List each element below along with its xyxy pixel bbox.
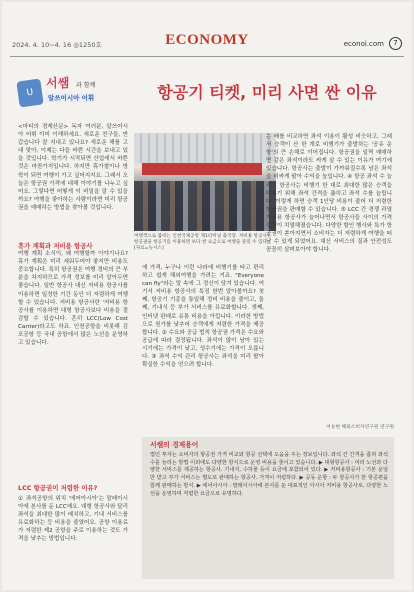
glossary-body: 법인 투자는 소비자의 항공권 가격 비교와 항공 선택에 도움을 주는 정보입니다. 좌석 간 간격을 좁혀 좌석 수를 늘리는 방법 이외에도 다양한 방식으로 운영 비용을 줄이고 있습니다. ▶ 대형항공사 : 여러 노선과 다양한 서비스를 제공하는 항공사. 기내식, 수하물 등이 요금에 포함되어 있다. ▶ 저비용항공사 : 기본 운임만 받고 부가 서비스는 별도로 판매하는 항공사. 가격이 저렴하다. ▶ 공동 운항 : 두 항공사가 한 항공편을 함께 판매하는 방식. ▶ 에어아시아 : 말레이시아에 본사를 둔 대표적인 아시아 저비용 항공사로, 다양한 노선을 운영하며 저렴한 요금으로 유명하다. xyxy=(150,452,388,497)
column-two-body: 에 가격, 누구나 이런 나라에 비행기를 타고 편리하고 쉽게 해외여행을 가려는 거죠. "Everyone can fly"라는 말 속에 그 정신이 담겨 있습니다. 여기서 저비용 항공사의 특징 한번 알아볼까요? 첫째, 항공기 기종을 통일해 정비 비용을 줄이고, 둘째, 기내식 등 부가 서비스를 유료화합니다. 셋째, 인터넷 판매로 유통 비용을 아낍니다. 이러한 방법으로 원가를 낮추어 승객에게 저렴한 가격을 제공합니다. ② 수요와 공급 법칙 항공권 가격은 수요와 공급에 따라 결정됩니다. 좌석이 많이 남아 있는 시기에는 가격이 낮고, 성수기에는 가격이 오릅니다. ③ 좌석 수익 관리 항공사는 좌석을 미리 팔아 확실한 수익을 얻으려 합니다. xyxy=(142,265,264,369)
article-headline: 항공기 티켓, 미리 사면 싼 이유 xyxy=(157,83,377,102)
page-header xyxy=(2,32,412,54)
glossary-title: 서쌤의 경제용어 xyxy=(150,441,199,449)
page-number: 7 xyxy=(389,37,402,50)
logo-mark-icon: U xyxy=(16,78,43,107)
newspaper-page xyxy=(2,2,412,590)
intro-paragraph: <마티의 경제산문> 독자 여러분, 알쓰어시아 어휘 이미 이해하세요. 새로운 친구들, 반갑습니다 잘 지내고 있나요? 새로운 해를 고대 맞아, 이제는 다들 바쁜 시간을 보내고 있을 것입니다. 학기가 시작되면 산업에서 바쁜 것은 마찬가지입니다. 하지만 휴가철이나 방학이 되면 여행이 가고 싶어지지요. 그래서 오늘은 항공권 가격에 대해 이야기를 나누고 싶어요. 그렇다면 어떻게 이 비밀을 알 수 있을까요? 여행을 좋아하는 사람이라면 미리 항공권을 예매하는 방법을 찾아볼 것입니다. xyxy=(18,124,128,211)
glossary-box xyxy=(142,437,394,579)
photo-counter xyxy=(142,163,262,175)
author-byline: 이승현 해외소비자연구원 연구원 xyxy=(326,425,394,430)
section-subheading: 휴가 계획과 저비용 항공사 xyxy=(18,242,93,250)
logo-name: 서쌤 xyxy=(46,76,70,90)
section-title: ECONOMY xyxy=(165,32,249,48)
issue-date: 2024. 4. 10~4. 16 ◎1250호 xyxy=(12,41,102,49)
photo-crowd xyxy=(134,181,276,231)
photo-caption: 여행객으로 붐비는 인천국제공항 제1터미널 출국장. 저비용 항공사는 항공권을 항공기를 이용하면 보다 싼 요금으로 여행을 즐길 수 있다. [자료=뉴시스] xyxy=(134,234,272,251)
lcc-subheading: LCC 항공권이 저렴한 이유? xyxy=(18,484,98,492)
column-three-body: 는 배를 비교하면 좌석 이용이 활성 비슷하고, 그래서 승객이 산 한 개로 비행기가 출발하는 '공유 운항'의 큰 손해로 이어집니다. 항공권을 일찍 예매하면 같은 좌석이라도 싸게 살 수 있는 이유가 여기에 있습니다. 항공사는 출발이 가까워질수록 남은 좌석을 비싸게 팔아 수익을 높입니다. ④ 항공 좌석 수 늘리기 항공사는 비행기 한 대로 최대한 많은 승객을 태우기 위해 좌석 간격을 좁히고 좌석 수를 늘립니다. 이렇게 하면 승객 1인당 비용이 줄어 더 저렴한 항공권을 판매할 수 있습니다. ⑤ LCC 간 경쟁 과열 저비용 항공사가 늘어나면서 항공사들 사이의 가격 경쟁이 치열해졌습니다. 다양한 할인 행사와 특가 항공권이 쏟아지면서 소비자는 더 저렴하게 여행을 떠날 수 있게 되었어요. 대신 서비스의 질과 안전성도 꼼꼼히 살펴보아야 합니다. xyxy=(266,134,392,254)
lcc-paragraph: ① 좌석공항의 위치 '에어아시아'는 말레이시아에 본사를 둔 LCC예요. 대형 항공사와 달리 좌석을 최대한 많이 배치하고, 기내 서비스를 유료화하는 등 비용을 줄였어요. 공항 이용료가 저렴한 제2 공항을 주로 이용하는 것도 가격을 낮추는 방법입니다. xyxy=(18,496,128,543)
photo-ceiling xyxy=(134,133,276,163)
airport-photo xyxy=(134,133,276,231)
logo-tag: 알쓰어시아 어휘 xyxy=(48,94,95,102)
column-logo xyxy=(18,70,124,114)
site-url: econoi.com xyxy=(343,40,384,48)
section-body: 여행 계획 소식이, 왜 여행할까 이야기나요? 휴가 계획은 미리 세워두어야 좋지만 비용도 중요합니다. 특히 항공권은 여행 경비의 큰 부분을 차지하므로 가격 정보를 미리 알아두면 좋습니다. 일반 항공사 대신 저비용 항공사를 이용하면 일정한 기간 동안 더 저렴하게 여행할 수 있습니다. 저비용 항공사란 '저비용 항공사를 이용하면 대형 항공사보다 비용을 절감할 수 있습니다. 흔히 LCC(Low Cost Carrier)라고도 하죠. 인천공항을 비롯해 김포공항 등 국내 공항에서 많은 노선을 운영하고 있습니다. xyxy=(18,251,128,347)
logo-connector: 과 함께 xyxy=(76,82,96,89)
column-one-section xyxy=(18,242,128,347)
header-divider xyxy=(10,56,404,57)
